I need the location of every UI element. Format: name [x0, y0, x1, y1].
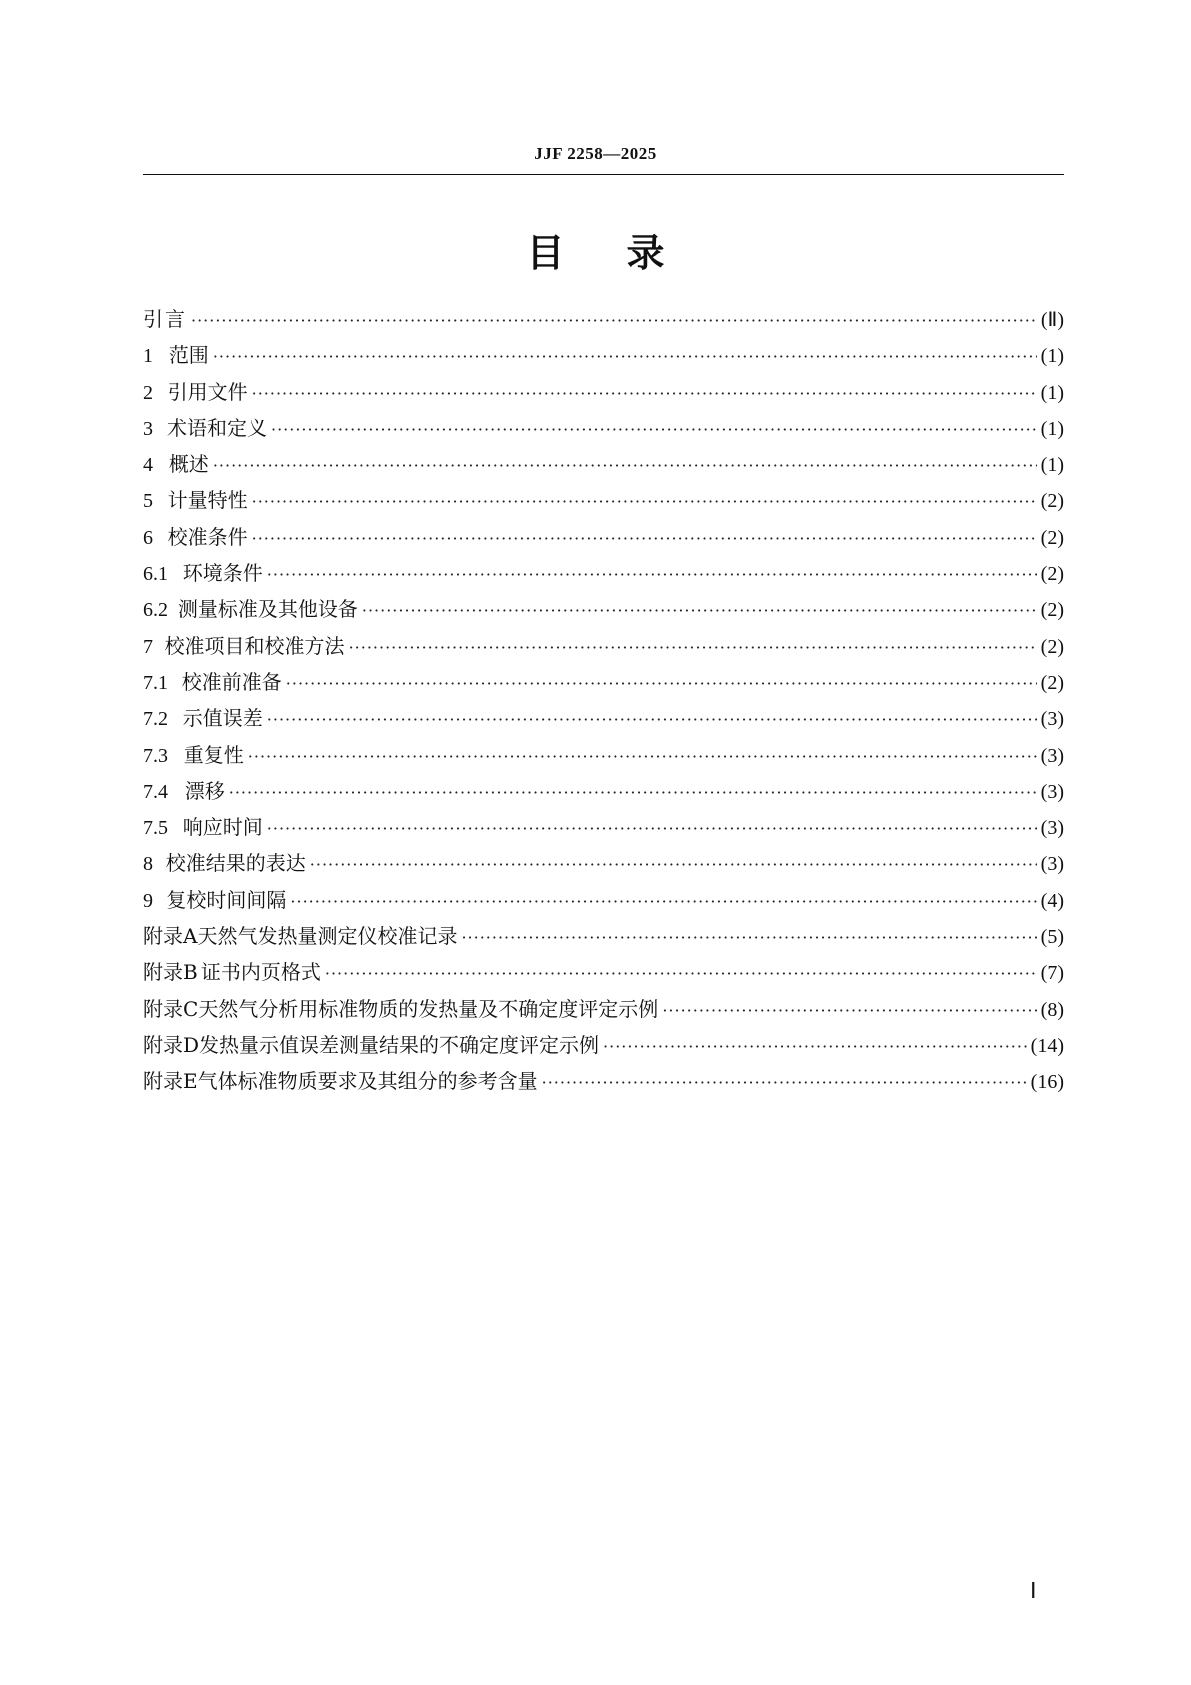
toc-entry-title: 校准条件 [167, 524, 248, 549]
toc-entry-title: 天然气分析用标准物质的发热量及不确定度评定示例 [198, 996, 659, 1021]
toc-entry-title: 校准前准备 [181, 669, 282, 694]
toc-entry[interactable] [143, 630, 1064, 666]
toc-entry-title: 响应时间 [182, 815, 263, 840]
toc-leader-dots [325, 964, 1037, 983]
toc-entry[interactable] [143, 376, 1064, 412]
toc-entry-number: 7.3 [143, 744, 168, 767]
toc-entry-title: 测量标准及其他设备 [177, 597, 358, 622]
toc-entry-title: 天然气发热量测定仪校准记录 [197, 924, 458, 949]
toc-entry-page: (1) [1040, 345, 1064, 368]
toc-entry-page: (Ⅱ) [1040, 309, 1064, 331]
toc-entry[interactable] [143, 884, 1064, 920]
toc-entry[interactable] [143, 484, 1064, 520]
toc-entry[interactable] [143, 739, 1064, 775]
toc-leader-dots [310, 855, 1037, 874]
toc-entry-title: 引用文件 [167, 379, 248, 404]
toc-entry[interactable] [143, 920, 1064, 956]
toc-entry-number: 7 [143, 635, 153, 658]
toc-entry-title: 术语和定义 [167, 415, 267, 440]
toc-leader-dots [271, 420, 1037, 439]
toc-leader-dots [362, 601, 1037, 620]
toc-entry-page: (7) [1040, 962, 1064, 985]
toc-leader-dots [603, 1037, 1027, 1056]
toc-entry[interactable] [143, 847, 1064, 883]
toc-leader-dots [286, 674, 1037, 693]
toc-entry-page: (3) [1040, 744, 1064, 767]
toc-leader-dots [252, 492, 1037, 511]
table-of-contents [143, 303, 1064, 1102]
toc-entry-number: 8 [143, 853, 153, 876]
toc-entry[interactable] [143, 521, 1064, 557]
toc-entry-page: (1) [1040, 381, 1064, 404]
toc-entry-title: 气体标准物质要求及其组分的参考含量 [197, 1069, 538, 1094]
toc-entry[interactable] [143, 1065, 1064, 1101]
toc-entry[interactable] [143, 448, 1064, 484]
toc-entry[interactable] [143, 775, 1064, 811]
toc-entry-number: 2 [143, 381, 153, 404]
toc-entry[interactable] [143, 702, 1064, 738]
toc-entry-number: 6.1 [143, 563, 168, 586]
toc-entry[interactable] [143, 557, 1064, 593]
toc-leader-dots [213, 347, 1037, 366]
toc-leader-dots [267, 565, 1037, 584]
toc-entry-number: 6 [143, 526, 153, 549]
toc-entry-number: 9 [143, 889, 153, 912]
toc-entry[interactable] [143, 593, 1064, 629]
toc-entry-title: 重复性 [183, 742, 244, 767]
toc-entry-number: 5 [143, 490, 153, 513]
toc-entry-title: 范围 [168, 343, 209, 368]
toc-entry-page: (16) [1030, 1071, 1064, 1094]
toc-leader-dots [267, 819, 1037, 838]
toc-entry-number: 3 [143, 417, 153, 440]
toc-leader-dots [290, 892, 1036, 911]
toc-entry-page: (3) [1040, 853, 1064, 876]
toc-entry-page: (8) [1040, 998, 1064, 1021]
toc-entry-number: 1 [143, 345, 153, 368]
toc-entry-number: 附录E [143, 1069, 198, 1094]
toc-entry-number: 4 [143, 454, 153, 477]
toc-entry[interactable] [143, 1029, 1064, 1065]
toc-leader-dots [542, 1073, 1027, 1092]
document-code: JJF 2258—2025 [534, 144, 657, 163]
toc-leader-dots [248, 747, 1037, 766]
toc-entry[interactable] [143, 993, 1064, 1029]
toc-leader-dots [662, 1001, 1036, 1020]
toc-entry-page: (3) [1040, 708, 1064, 731]
toc-entry-page: (2) [1040, 671, 1064, 694]
toc-entry-number: 7.2 [143, 708, 168, 731]
toc-entry-number: 7.4 [143, 780, 168, 803]
toc-entry-page: (2) [1040, 635, 1064, 658]
toc-entry-title: 引言 [143, 307, 187, 331]
toc-entry[interactable] [143, 666, 1064, 702]
toc-entry-title: 示值误差 [182, 706, 263, 731]
toc-entry-title: 发热量示值误差测量结果的不确定度评定示例 [199, 1032, 600, 1057]
toc-entry-page: (2) [1040, 526, 1064, 549]
toc-entry-page: (14) [1030, 1034, 1064, 1057]
toc-entry-page: (2) [1040, 490, 1064, 513]
toc-entry-title: 校准项目和校准方法 [164, 633, 345, 658]
toc-entry-number: 6.2 [143, 599, 168, 622]
toc-entry-number: 附录C [143, 996, 199, 1021]
toc-leader-dots [252, 384, 1037, 403]
page-title: 目录 [526, 231, 727, 275]
toc-entry[interactable] [143, 303, 1064, 339]
toc-leader-dots [461, 928, 1036, 947]
toc-entry-page: (4) [1040, 889, 1064, 912]
toc-entry-number: 附录B [143, 960, 198, 985]
toc-entry-title: 环境条件 [182, 561, 263, 586]
toc-entry-title: 计量特性 [167, 488, 248, 513]
toc-entry-title: 复校时间间隔 [166, 887, 287, 912]
toc-leader-dots [213, 456, 1037, 475]
toc-entry-page: (3) [1040, 817, 1064, 840]
toc-entry-number: 7.1 [143, 671, 168, 694]
toc-entry-title: 概述 [168, 452, 209, 477]
toc-entry-page: (5) [1040, 926, 1064, 949]
toc-entry-title: 证书内页格式 [200, 960, 321, 985]
toc-entry-page: (1) [1040, 417, 1064, 440]
toc-entry[interactable] [143, 811, 1064, 847]
toc-leader-dots [191, 311, 1037, 330]
toc-entry-title: 校准结果的表达 [165, 851, 306, 876]
toc-entry-number: 7.5 [143, 817, 168, 840]
page-number: Ⅰ [1030, 1578, 1037, 1603]
toc-entry-number: 附录A [143, 924, 198, 949]
toc-entry[interactable] [143, 956, 1064, 992]
toc-entry-number: 附录D [143, 1032, 200, 1057]
header-rule [143, 174, 1064, 175]
toc-leader-dots [229, 783, 1037, 802]
toc-entry[interactable] [143, 412, 1064, 448]
toc-entry-page: (2) [1040, 563, 1064, 586]
toc-entry-title: 漂移 [184, 778, 225, 803]
toc-entry-page: (1) [1040, 454, 1064, 477]
toc-leader-dots [267, 710, 1037, 729]
toc-leader-dots [252, 529, 1037, 548]
toc-entry-page: (3) [1040, 780, 1064, 803]
toc-entry-page: (2) [1040, 599, 1064, 622]
toc-entry[interactable] [143, 339, 1064, 375]
toc-leader-dots [349, 638, 1037, 657]
